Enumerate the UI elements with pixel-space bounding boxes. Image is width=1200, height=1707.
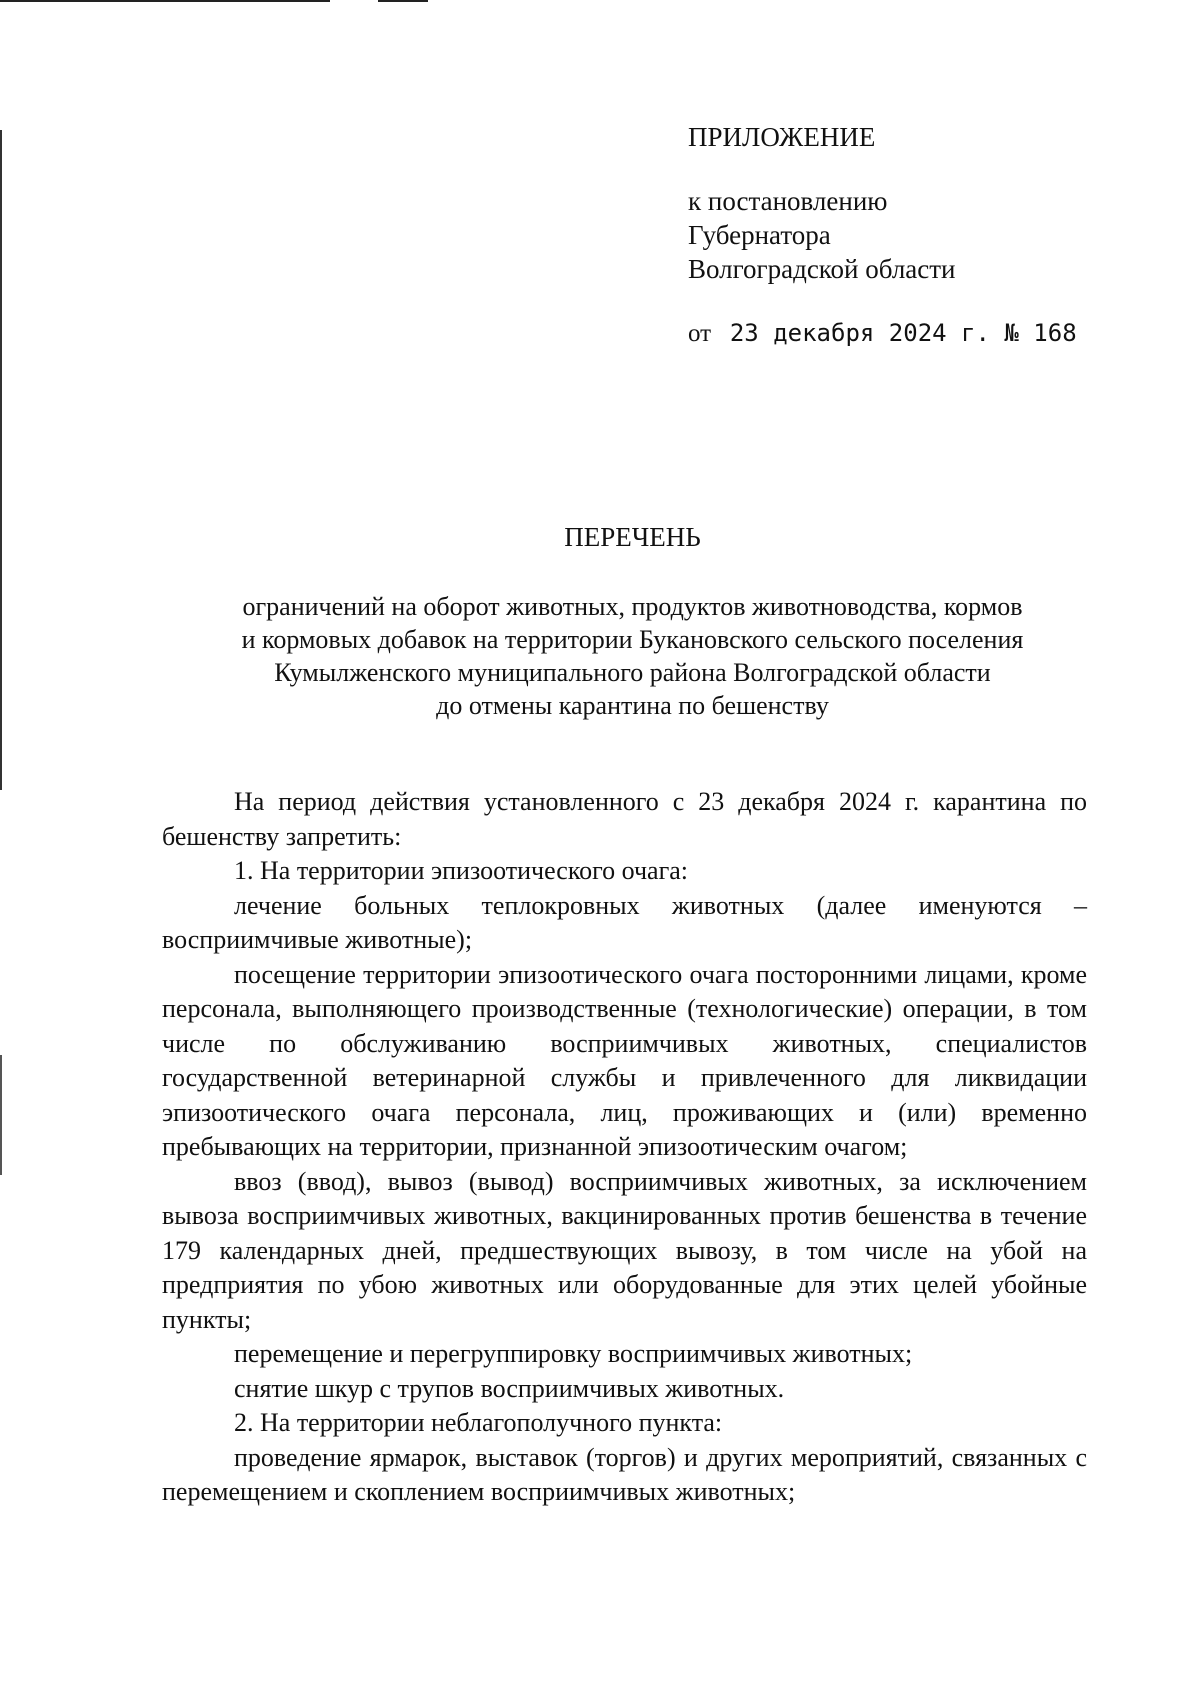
body-paragraph: проведение ярмарок, выставок (торгов) и других мероприятий, связанных с перемещением и скоплением восприимчивых животных; [162,1442,1087,1506]
body-paragraph: На период действия установленного с 23 декабря 2024 г. карантина по бешенству запретить: [162,787,1087,851]
body-paragraph: лечение больных теплокровных животных (далее именуются – восприимчивые животные); [162,890,1087,954]
scan-edge-artifact [0,130,2,790]
document-title: ПЕРЕЧЕНЬ [564,522,701,552]
body-paragraph: перемещение и перегруппировку восприимчивых животных; [234,1339,913,1368]
document-body [162,785,1087,1510]
document-subtitle-line: до отмены карантина по бешенству [436,691,829,720]
body-paragraph: 1. На территории эпизоотического очага: [234,856,689,885]
appendix-line: Волгоградской области [688,254,956,284]
body-paragraph: снятие шкур с трупов восприимчивых животных. [234,1373,785,1403]
appendix-date [688,316,1128,351]
scan-edge-artifact [0,1055,2,1175]
body-paragraph: 2. На территории неблагополучного пункта: [234,1408,723,1437]
appendix-line: Губернатора [688,220,831,250]
appendix-title: ПРИЛОЖЕНИЕ [688,122,876,152]
body-paragraph: ввоз (ввод), вывоз (вывод) восприимчивых животных, за исключением вывоза восприимчивых животных, вакцинированных против бешенства в течение 179 календарных дней, предшествующих вывозу, в том числе на убой на предприятия по убою животных или оборудованные для этих целей убойные пункты; [162,1166,1087,1334]
appendix-line: к постановлению [688,186,888,216]
scan-edge-artifact [0,0,330,2]
document-subtitle-line: и кормовых добавок на территории Букановского сельского поселения [241,625,1024,654]
date-value: 23 декабря 2024 г. № 168 [729,319,1077,347]
document-subtitle-line: Кумылженского муниципального района Волгоградской области [274,658,991,687]
scan-edge-artifact [378,0,428,2]
document-subtitle-line: ограничений на оборот животных, продуктов животноводства, кормов [242,592,1023,621]
document-heading [160,520,1105,722]
appendix-header [688,120,1128,351]
body-paragraph: посещение территории эпизоотического очага посторонними лицами, кроме персонала, выполняющего производственные (технологические) операции, в том числе по обслуживанию восприимчивых животных, специалистов государственной ветеринарной службы и привлеченного для ликвидации эпизоотического очага персонала, лиц, проживающих и (или) временно пребывающих на территории, признанной эпизоотическим очагом; [162,959,1087,1161]
date-prefix: от [688,320,712,347]
